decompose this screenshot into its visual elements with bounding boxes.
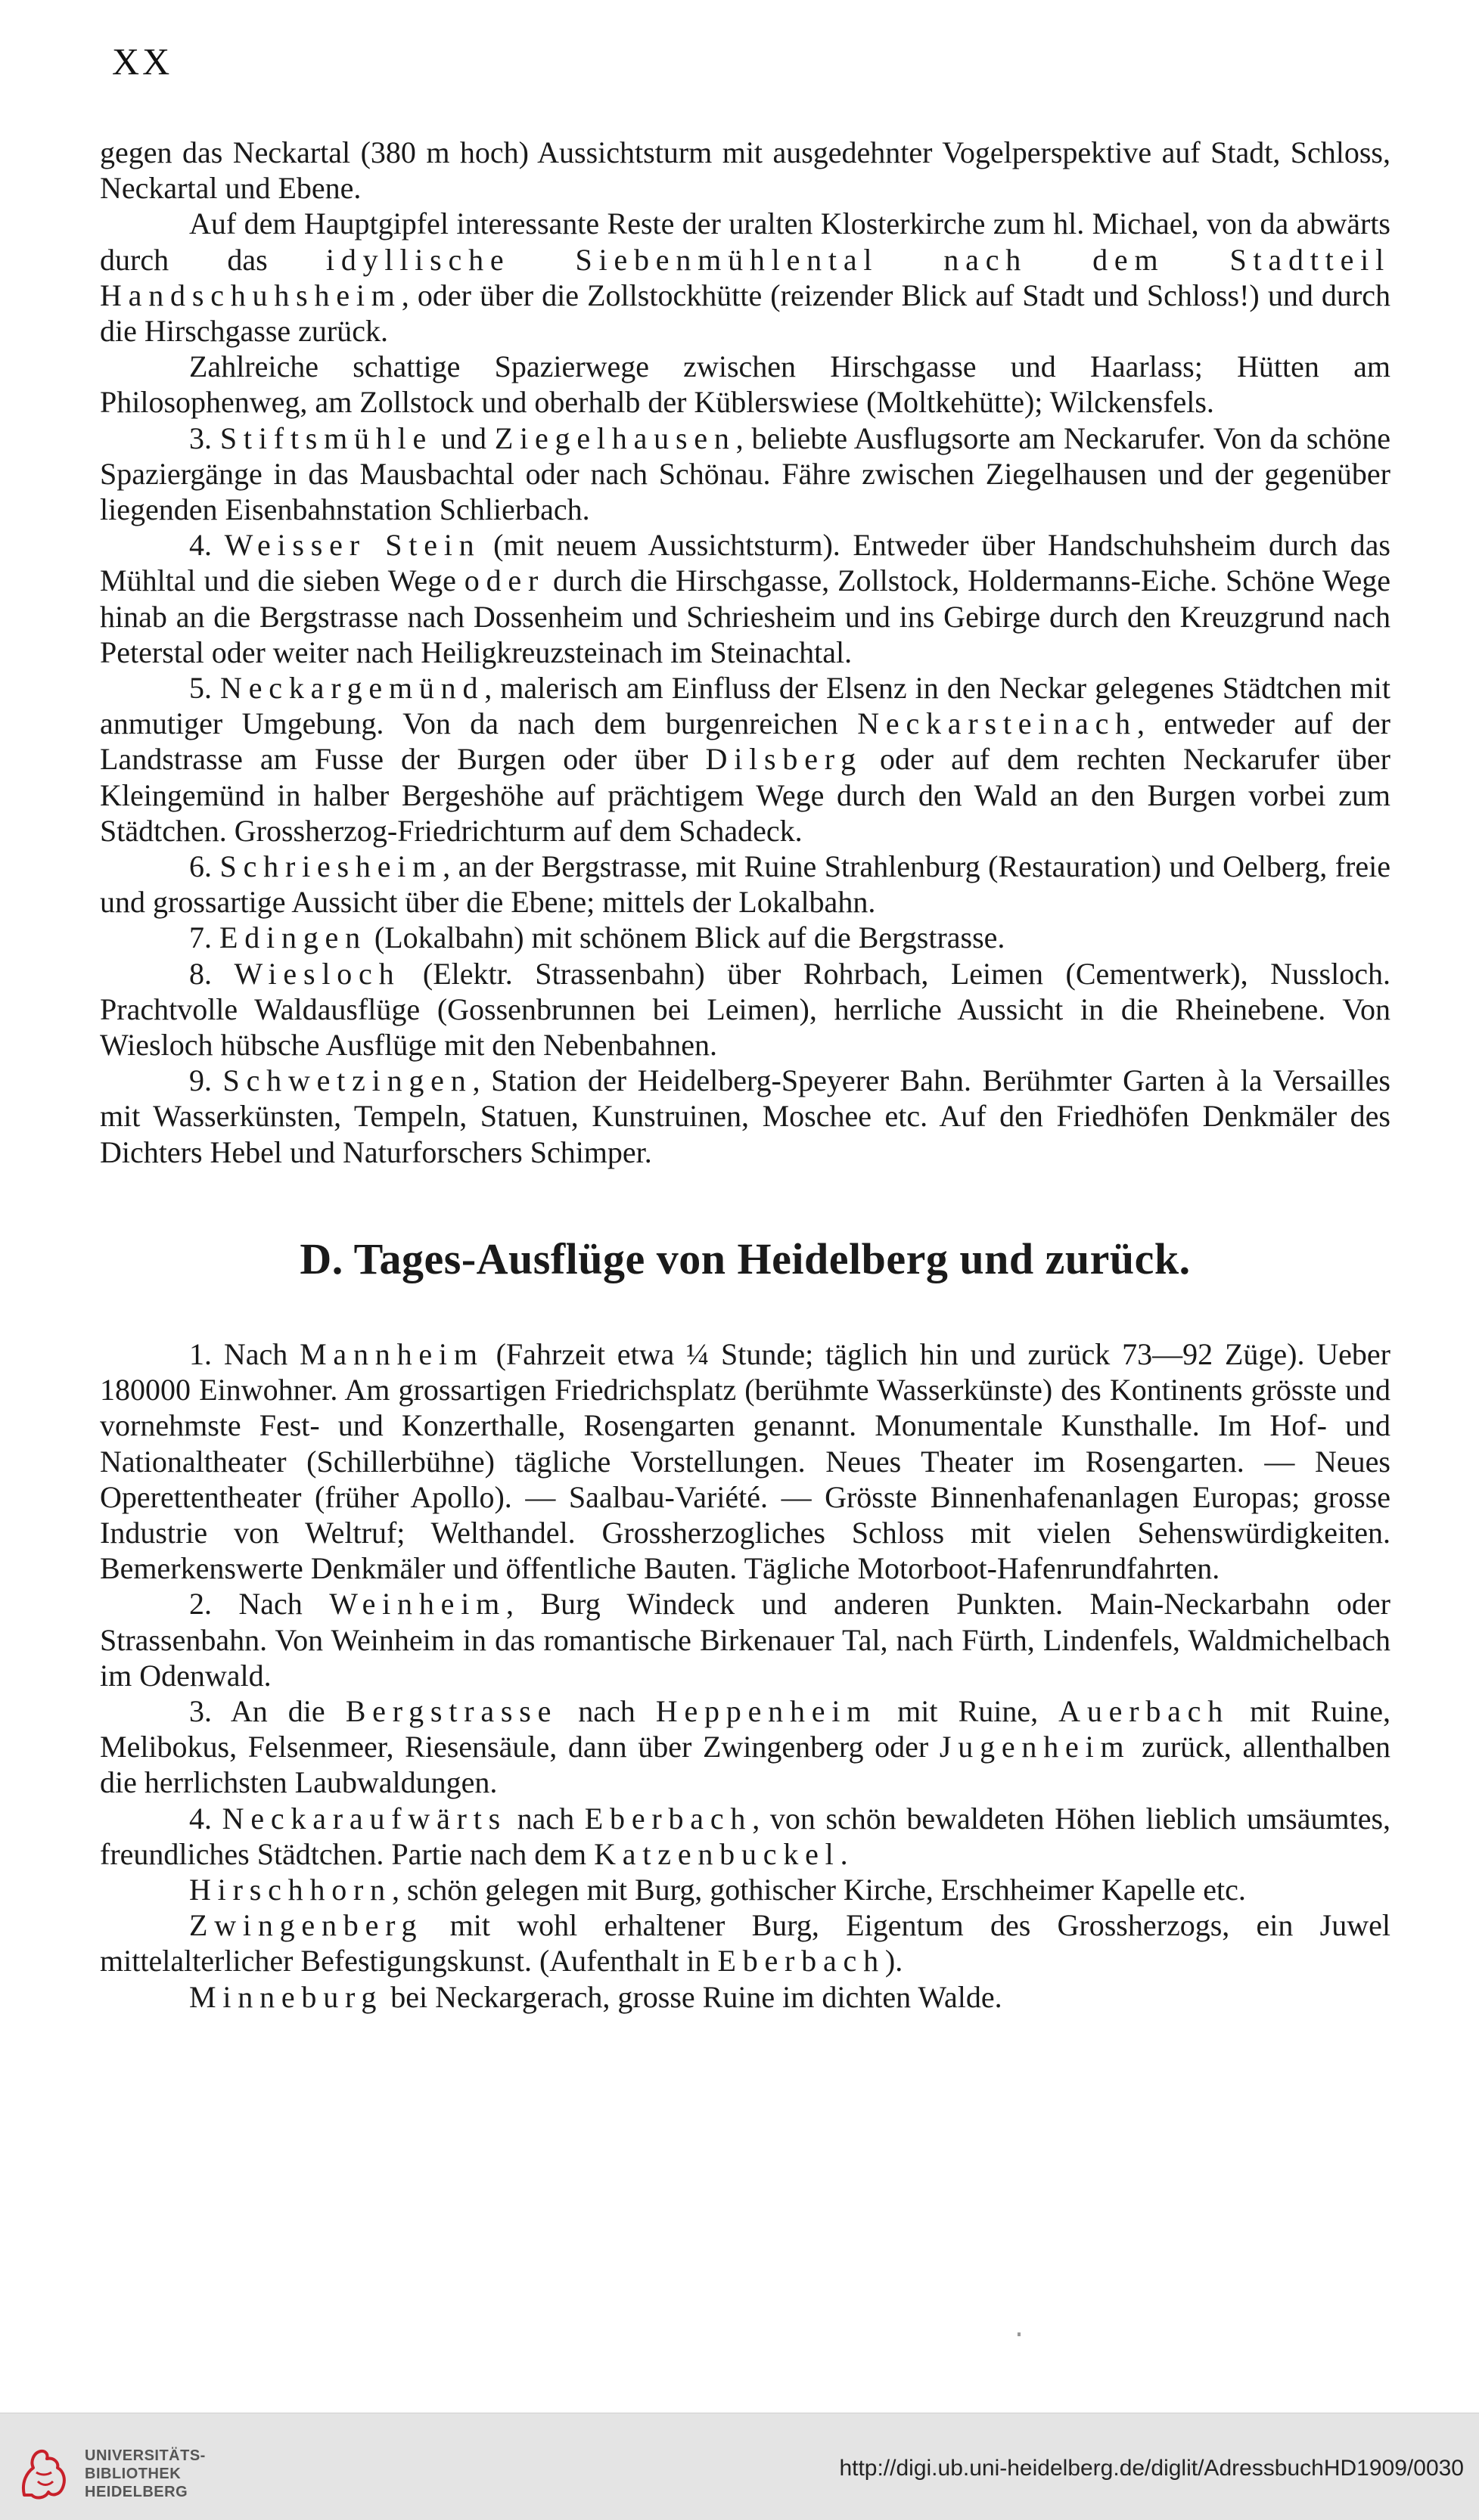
spaced-place-name: Zwingenberg bbox=[189, 1908, 424, 1943]
spaced-place-name: Wiesloch bbox=[234, 956, 401, 991]
text-run: oder auf dem rechten Neckarufer über Kleingemünd in halber Bergeshöhe auf prächtigem Wege durch den Wald an den Burgen vorbei zum Städtchen. Grossherzog-Friedrichturm auf dem Schadeck. bbox=[100, 742, 1390, 848]
paragraph bbox=[100, 670, 1390, 849]
text-run: nach bbox=[507, 1801, 585, 1836]
footer-bar bbox=[0, 2413, 1479, 2520]
text-run: 1. Nach bbox=[189, 1336, 300, 1371]
text-run: , oder über die Zollstockhütte (reizender Blick auf Stadt und Schloss!) und durch die Hirschgasse zurück. bbox=[100, 278, 1390, 349]
library-name-line3: HEIDELBERG bbox=[85, 2484, 188, 2500]
text-run: , entweder auf der Landstrasse am Fusse der Burgen oder über bbox=[100, 706, 1390, 777]
text-run: , von schön bewaldeten Höhen lieblich umsäumtes, freundliches Städtchen. Partie nach dem bbox=[100, 1801, 1391, 1871]
paragraph bbox=[100, 849, 1390, 920]
text-run: 7. bbox=[189, 920, 219, 955]
text-run: und bbox=[433, 421, 495, 455]
text-run: 4. bbox=[189, 528, 225, 563]
spaced-place-name: Weisser Stein bbox=[224, 528, 481, 563]
scan-speck bbox=[1018, 2332, 1021, 2336]
spaced-place-name: Hirschhorn bbox=[189, 1872, 392, 1907]
library-name-line2: BIBLIOTHEK bbox=[85, 2466, 182, 2482]
spaced-place-name: Neckaraufwärts bbox=[222, 1801, 508, 1836]
text-run: gegen das Neckartal (380 m hoch) Aussichtsturm mit ausgedehnter Vogelperspektive auf Stadt, Schloss, Neckartal und Ebene. bbox=[100, 135, 1390, 206]
spaced-place-name: Dilsberg bbox=[705, 742, 862, 777]
text-run: ). bbox=[884, 1944, 903, 1978]
spaced-place-name: Heppenheim bbox=[655, 1693, 878, 1728]
spaced-place-name: Neckargemünd bbox=[220, 671, 485, 706]
text-run: bei Neckargerach, grosse Ruine im dichten Walde. bbox=[383, 1979, 1002, 2014]
text-run: (Fahrzeit etwa ¼ Stunde; täglich hin und zurück 73—92 Züge). Ueber 180000 Einwohner. Am grossartigen Friedrichsplatz (berühmte Wasserkünste) des Kontinents grösste und vornehmste Fest- und Konzerthalle, Rosengarten genannt. Monumentale Kunsthalle. Im Hof- und Nationaltheater (Schillerbühne) tägliche Vorstellungen. Neues Theater im Rosengarten. — Neues Operettentheater (früher Apollo). — Saalbau-Variété. — Grösste Binnenhafenanlagen Europas; grosse Industrie von Weltruf; Welthandel. Grossherzogliches Schloss mit vielen Sehenswürdigkeiten. Bemerkenswerte Denkmäler und öffentliche Bauten. Tägliche Motorboot-Hafenrundfahrten. bbox=[100, 1336, 1390, 1586]
spaced-place-name: Ziegelhausen bbox=[494, 421, 736, 455]
text-run: 9. bbox=[189, 1063, 223, 1098]
library-name-line1: UNIVERSITÄTS- bbox=[85, 2447, 206, 2464]
text-run: , Burg Windeck und anderen Punkten. Main-Neckarbahn oder Strassenbahn. Von Weinheim in das romantische Birkenauer Tal, nach Fürth, Lindenfels, Waldmichelbach im Odenwald. bbox=[100, 1587, 1390, 1693]
text-run: 4. bbox=[189, 1801, 222, 1836]
page-number: XX bbox=[112, 40, 173, 82]
spaced-place-name: idyllische Siebenmühlental nach dem Stadtteil Handschuhsheim bbox=[100, 242, 1390, 312]
library-name bbox=[85, 2447, 206, 2501]
spaced-place-name: Schwetzingen bbox=[222, 1063, 473, 1098]
spaced-place-name: Eberbach bbox=[584, 1801, 753, 1836]
spaced-place-name: Neckarsteinach bbox=[857, 706, 1137, 741]
spaced-place-name: Edingen bbox=[219, 920, 367, 955]
spaced-place-name: Jugenheim bbox=[939, 1730, 1131, 1764]
spaced-place-name: Bergstrasse bbox=[345, 1693, 558, 1728]
text-run: (mit neuem Aussichtsturm). Entweder über Handschuhsheim durch das Mühltal und die sieben Wege bbox=[100, 528, 1391, 598]
text-run: 6. bbox=[189, 849, 220, 884]
text-run: , malerisch am Einfluss der Elsenz in den Neckar gelegenes Städtchen mit anmutiger Umgebung. Von da nach dem burgenreichen bbox=[100, 671, 1390, 741]
spaced-place-name: Minneburg bbox=[189, 1979, 384, 2014]
paragraph bbox=[100, 956, 1390, 1063]
paragraph bbox=[100, 1336, 1390, 1586]
text-run: nach bbox=[558, 1693, 656, 1728]
paragraph bbox=[100, 1979, 1390, 2015]
spaced-place-name: Katzenbuckel bbox=[594, 1836, 840, 1871]
text-run: 3. An die bbox=[189, 1693, 346, 1728]
text-run: durch die Hirschgasse, Zollstock, Holdermanns-Eiche. Schöne Wege hinab an die Bergstrasse nach Dossenheim und Schriesheim und ins Gebirge durch den Kreuzgrund nach Peterstal oder weiter nach Heiligkreuzsteinach im Steinachtal. bbox=[100, 563, 1390, 669]
text-run: , an der Bergstrasse, mit Ruine Strahlenburg (Restauration) und Oelberg, freie und grossartige Aussicht über die Ebene; mittels der Lokalbahn. bbox=[100, 849, 1390, 920]
spaced-place-name: Stiftsmühle bbox=[219, 421, 433, 455]
spaced-place-name: Eberbach bbox=[717, 1944, 885, 1978]
page-content bbox=[100, 135, 1390, 2015]
text-run: , schön gelegen mit Burg, gothischer Kirche, Erschheimer Kapelle etc. bbox=[391, 1872, 1246, 1907]
heidelberg-lion-logo-icon bbox=[14, 2442, 74, 2503]
paragraph bbox=[100, 206, 1390, 349]
source-url-link[interactable]: http://digi.ub.uni-heidelberg.de/diglit/AdressbuchHD1909/0030 bbox=[839, 2456, 1464, 2481]
text-run: . bbox=[840, 1836, 848, 1871]
paragraph bbox=[100, 1063, 1390, 1170]
day-trips-list bbox=[100, 1336, 1390, 2015]
text-run: 5. bbox=[189, 671, 221, 706]
text-run: Zahlreiche schattige Spazierwege zwischen Hirschgasse und Haarlass; Hütten am Philosophenweg, am Zollstock und oberhalb der Küblerswiese (Moltkehütte); Wilckensfels. bbox=[100, 349, 1390, 420]
text-run: mit Ruine, bbox=[877, 1693, 1059, 1728]
text-run: mit Ruine, Melibokus, Felsenmeer, Riesensäule, dann über Zwingenberg oder bbox=[100, 1693, 1391, 1764]
section-heading: D. Tages-Ausflüge von Heidelberg und zurück. bbox=[300, 1234, 1191, 1283]
text-run: Auf dem Hauptgipfel interessante Reste der uralten Klosterkirche zum hl. Michael, von da abwärts durch das bbox=[100, 206, 1390, 277]
excursions-list-top bbox=[100, 135, 1390, 1170]
paragraph bbox=[100, 1907, 1390, 1978]
paragraph bbox=[100, 421, 1390, 528]
text-run: , beliebte Ausflugsorte am Neckarufer. Von da schöne Spaziergänge in das Mausbachtal oder nach Schönau. Fähre zwischen Ziegelhausen und der gegenüber liegenden Eisenbahnstation Schlierbach. bbox=[100, 421, 1391, 527]
spaced-place-name: Schriesheim bbox=[219, 849, 443, 884]
spaced-place-name: Mannheim bbox=[300, 1336, 484, 1371]
text-run: 2. Nach bbox=[189, 1587, 330, 1622]
spaced-place-name: oder bbox=[464, 563, 545, 598]
text-run: mit wohl erhaltener Burg, Eigentum des Grossherzogs, ein Juwel mittelalterlicher Befestigungskunst. (Aufenthalt in bbox=[100, 1908, 1390, 1978]
paragraph bbox=[100, 920, 1390, 955]
text-run: zurück, allenthalben die herrlichsten Laubwaldungen. bbox=[100, 1730, 1391, 1800]
paragraph bbox=[100, 135, 1390, 206]
text-run: 3. bbox=[189, 421, 220, 455]
paragraph bbox=[100, 527, 1390, 670]
spaced-place-name: Auerbach bbox=[1058, 1693, 1230, 1728]
text-run: 8. bbox=[189, 956, 235, 991]
paragraph bbox=[100, 1872, 1390, 1907]
text-run: (Lokalbahn) mit schönem Blick auf die Bergstrasse. bbox=[366, 920, 1005, 955]
text-run: , Station der Heidelberg-Speyerer Bahn. Berühmter Garten à la Versailles mit Wasserkünsten, Tempeln, Statuen, Kunstruinen, Moschee etc. Auf den Friedhöfen Denkmäler des Dichters Hebel und Naturforschers Schimper. bbox=[100, 1063, 1391, 1169]
paragraph bbox=[100, 1693, 1390, 1801]
paragraph bbox=[100, 1801, 1390, 1872]
paragraph bbox=[100, 349, 1390, 420]
spaced-place-name: Weinheim bbox=[329, 1587, 507, 1622]
text-run: (Elektr. Strassenbahn) über Rohrbach, Leimen (Cementwerk), Nussloch. Prachtvolle Waldausflüge (Gossenbrunnen bei Leimen), herrliche Aussicht in die Rheinebene. Von Wiesloch hübsche Ausflüge mit den Nebenbahnen. bbox=[100, 956, 1390, 1063]
paragraph bbox=[100, 1586, 1390, 1693]
